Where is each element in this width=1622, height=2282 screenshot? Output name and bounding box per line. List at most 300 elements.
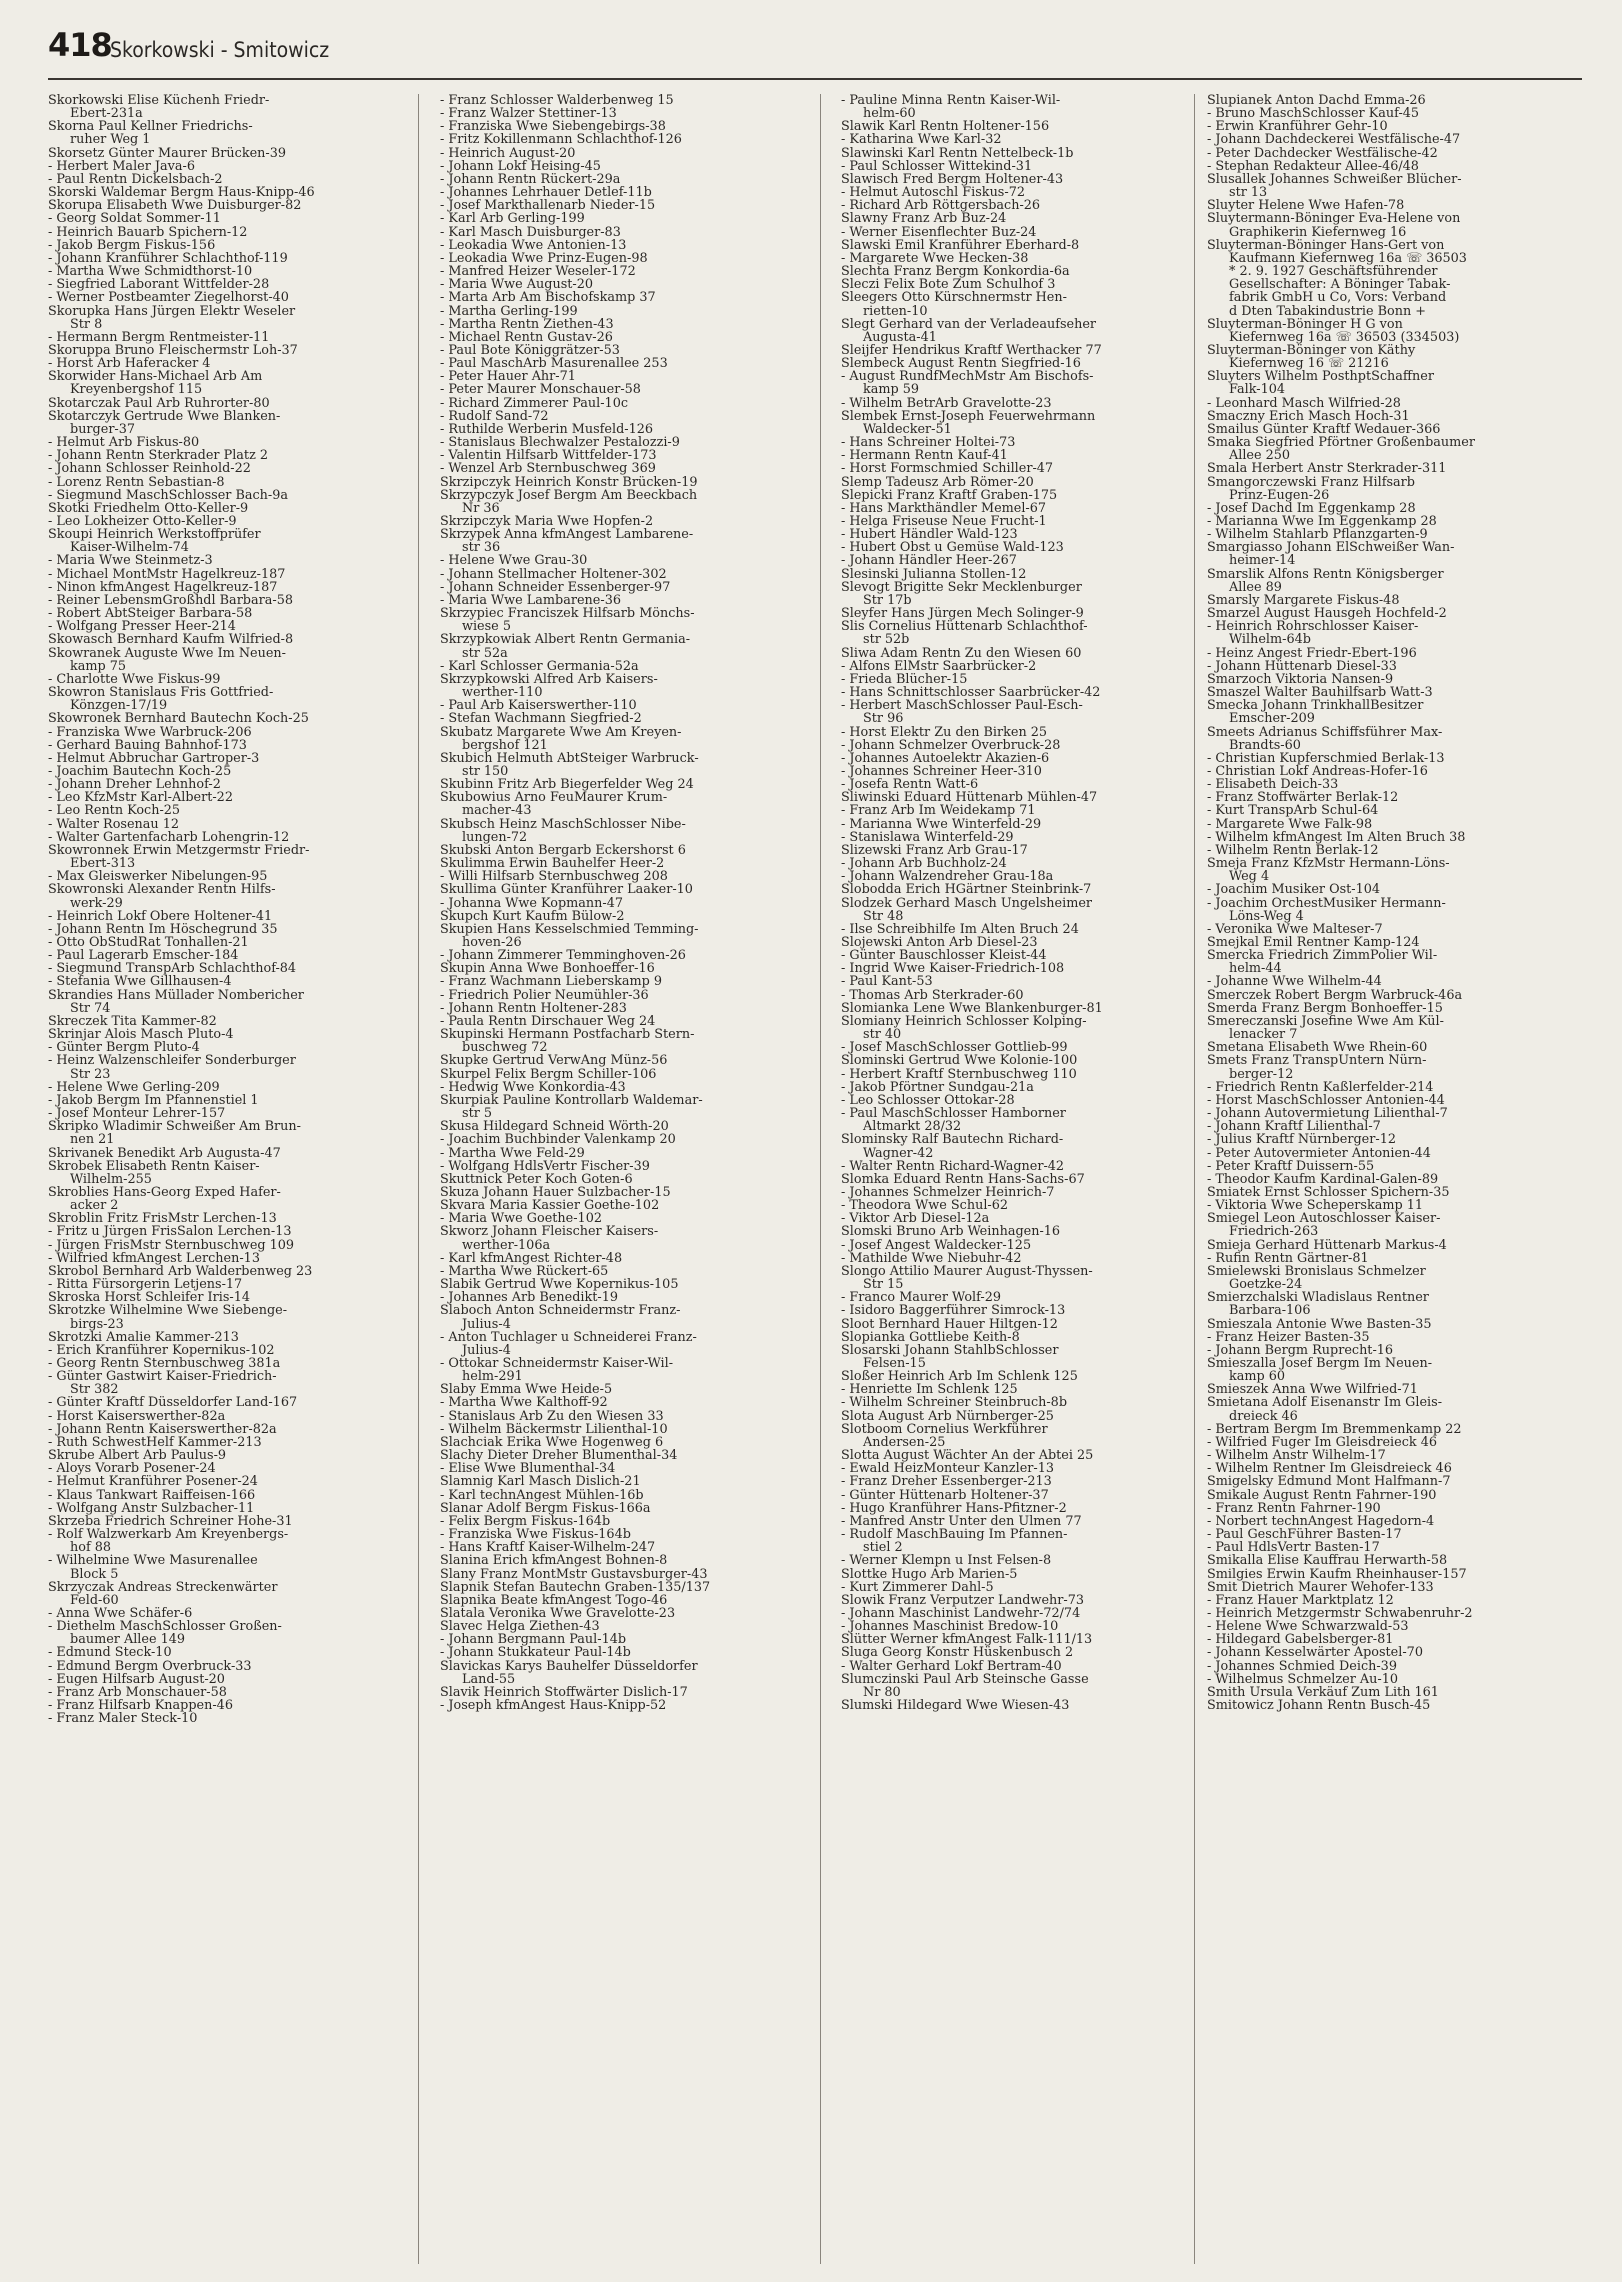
directory-entry: - Wilhelmine Wwe Masurenallee Block 5 bbox=[48, 1553, 258, 1582]
directory-entry: - Norbert technAngest Hagedorn-4 bbox=[1207, 1513, 1435, 1529]
directory-entry: Sloot Bernhard Hauer Hiltgen-12 bbox=[841, 1316, 1058, 1332]
directory-entry: - Rudolf Sand-72 bbox=[440, 408, 549, 424]
directory-entry: Slomski Bruno Arb Weinhagen-16 bbox=[841, 1224, 1061, 1240]
directory-entry: - Viktor Arb Diesel-12a bbox=[841, 1211, 990, 1227]
directory-entry: Smigelsky Edmund Mont Halfmann-7 bbox=[1207, 1474, 1451, 1490]
directory-entry: - Wilhelm kfmAngest Im Alten Bruch 38 bbox=[1207, 829, 1466, 845]
directory-entry: Smietana Adolf Eisenanstr Im Gleis- dreieck 46 bbox=[1207, 1395, 1443, 1424]
directory-entry: - Jakob Bergm Fiskus-156 bbox=[48, 237, 216, 253]
directory-entry: Sleijfer Hendrikus Kraftf Werthacker 77 bbox=[841, 342, 1102, 358]
directory-entry: - Friedrich Rentn Kaßlerfelder-214 bbox=[1207, 1079, 1434, 1095]
directory-entry: - Johann Autovermietung Lilienthal-7 bbox=[1207, 1106, 1448, 1122]
directory-entry: - Joachim OrchestMusiker Hermann- Löns-Weg 4 bbox=[1207, 895, 1446, 924]
directory-entry: - Martha Rentn Ziethen-43 bbox=[440, 316, 614, 332]
directory-entry: - Heinz Angest Friedr-Ebert-196 bbox=[1207, 645, 1417, 661]
directory-entry: - Helmut Arb Fiskus-80 bbox=[48, 435, 200, 451]
directory-entry: Skorsetz Günter Maurer Brücken-39 bbox=[48, 145, 286, 161]
directory-entry: Skowron Stanislaus Fris Gottfried- Könzgen-17/19 bbox=[48, 685, 274, 714]
directory-entry: Skrzipczyk Maria Wwe Hopfen-2 bbox=[440, 514, 654, 529]
directory-entry: Smala Herbert Anstr Sterkrader-311 bbox=[1207, 461, 1447, 477]
directory-entry: Skroblies Hans-Georg Exped Hafer- acker 2 bbox=[48, 1184, 281, 1214]
directory-entry: - Ritta Fürsorgerin Letjens-17 bbox=[48, 1277, 243, 1293]
directory-entry: - Johann Stellmacher Holtener-302 bbox=[440, 566, 667, 582]
directory-entry: Skrzeba Friedrich Schreiner Hohe-31 bbox=[48, 1513, 293, 1529]
directory-entry: - Martha Wwe Schmidthorst-10 bbox=[48, 264, 253, 280]
directory-entry: Smitowicz Johann Rentn Busch-45 bbox=[1207, 1698, 1431, 1714]
directory-entry: - Kurt TranspArb Schul-64 bbox=[1207, 803, 1379, 819]
directory-entry: - Alfons ElMstr Saarbrücker-2 bbox=[841, 658, 1037, 674]
directory-entry: - Frieda Blücher-15 bbox=[841, 671, 968, 687]
directory-entry: Skrzyczak Andreas Streckenwärter Feld-60 bbox=[48, 1579, 278, 1608]
directory-entry: - Otto ObStudRat Tonhallen-21 bbox=[48, 935, 249, 950]
directory-entry: Skupin Anna Wwe Bonhoeffer-16 bbox=[440, 961, 655, 977]
directory-entry: - Leo Lokheizer Otto-Keller-9 bbox=[48, 514, 237, 529]
directory-entry: Smetana Elisabeth Wwe Rhein-60 bbox=[1207, 1040, 1428, 1056]
directory-entry: Slaby Emma Wwe Heide-5 bbox=[440, 1382, 613, 1398]
directory-entry: - Christian Kupferschmied Berlak-13 bbox=[1207, 750, 1445, 766]
directory-entry: - Paul Schlosser Wittekind-31 bbox=[841, 158, 1033, 174]
directory-entry: Skroska Horst Schleifer Iris-14 bbox=[48, 1290, 250, 1306]
directory-entry: - Robert AbtSteiger Barbara-58 bbox=[48, 606, 253, 622]
directory-entry: - Walter Rentn Richard-Wagner-42 bbox=[841, 1158, 1065, 1174]
directory-entry: - Wolfgang Anstr Sulzbacher-11 bbox=[48, 1500, 255, 1516]
directory-entry: - Johann Dachdeckerei Westfälische-47 bbox=[1207, 132, 1461, 148]
directory-entry: - Johann Dreher Lehnhof-2 bbox=[48, 777, 221, 793]
directory-entry: Skubski Anton Bergarb Eckershorst 6 bbox=[440, 842, 686, 858]
directory-entry: - Wilhelm Schreiner Steinbruch-8b bbox=[841, 1395, 1068, 1411]
directory-entry: Skorupka Hans Jürgen Elektr Weseler Str 8 bbox=[48, 303, 296, 332]
directory-entry: Skrotzke Wilhelmine Wwe Siebenge- birgs-23 bbox=[48, 1303, 288, 1332]
directory-entry: Slomianka Lene Wwe Blankenburger-81 bbox=[841, 1000, 1103, 1016]
column-4 bbox=[1207, 94, 1583, 2264]
directory-entry: Skorski Waldemar Bergm Haus-Knipp-46 bbox=[48, 185, 315, 201]
directory-entry: Slowik Franz Verputzer Landwehr-73 bbox=[841, 1592, 1084, 1608]
directory-entry: Smejkal Emil Rentner Kamp-124 bbox=[1207, 935, 1420, 950]
directory-entry: - Wilhelm Bäckermstr Lilienthal-10 bbox=[440, 1421, 668, 1437]
directory-entry: - Johannes Schmelzer Heinrich-7 bbox=[841, 1184, 1055, 1200]
directory-entry: Skorwider Hans-Michael Arb Am Kreyenbergshof 115 bbox=[48, 369, 263, 398]
directory-entry: Smieszalla Josef Bergm Im Neuen- kamp 60 bbox=[1207, 1356, 1433, 1385]
directory-entry: - Fritz Kokillenmann Schlachthof-126 bbox=[440, 132, 682, 148]
directory-entry: - Peter Autovermieter Antonien-44 bbox=[1207, 1145, 1431, 1161]
directory-entry: - Pauline Minna Rentn Kaiser-Wil- helm-60 bbox=[841, 94, 1061, 122]
directory-entry: - Josef Markthallenarb Nieder-15 bbox=[440, 198, 656, 214]
directory-entry: Smieja Gerhard Hüttenarb Markus-4 bbox=[1207, 1237, 1447, 1253]
directory-entry: Smangorczewski Franz Hilfsarb Prinz-Eugen-26 bbox=[1207, 474, 1415, 503]
directory-entry: Skworz Johann Fleischer Kaisers- werther-106a bbox=[440, 1224, 659, 1253]
directory-entry: - Joachim Buchbinder Valenkamp 20 bbox=[440, 1132, 676, 1148]
directory-entry: - Peter Kraftf Duissern-55 bbox=[1207, 1158, 1375, 1174]
directory-entry: - Ewald HeizMonteur Kanzler-13 bbox=[841, 1461, 1054, 1477]
directory-entry: - Johannes Autoelektr Akazien-6 bbox=[841, 750, 1050, 766]
directory-entry: - Paul Rentn Dickelsbach-2 bbox=[48, 171, 223, 187]
directory-entry: Slechta Franz Bergm Konkordia-6a bbox=[841, 264, 1070, 280]
directory-entry: - Johann Händler Heer-267 bbox=[841, 553, 1017, 569]
directory-entry: Slavik Heinrich Stoffwärter Dislich-17 bbox=[440, 1684, 688, 1700]
directory-entry: - Maria Wwe August-20 bbox=[440, 277, 594, 293]
directory-entry: - Franziska Wwe Warbruck-206 bbox=[48, 724, 252, 740]
directory-entry: - Johann Rentn Holtener-283 bbox=[440, 1000, 627, 1016]
directory-entry: - Johann Stukkateur Paul-14b bbox=[440, 1645, 631, 1661]
directory-entry: - Johann Walzendreher Grau-18a bbox=[841, 869, 1054, 885]
directory-entry: Skupke Gertrud VerwAng Münz-56 bbox=[440, 1053, 668, 1069]
directory-entry: Sluga Georg Konstr Hüskenbusch 2 bbox=[841, 1645, 1074, 1661]
directory-entry: Sliwinski Eduard Hüttenarb Mühlen-47 bbox=[841, 790, 1098, 806]
directory-entry: - Viktoria Wwe Scheperskamp 11 bbox=[1207, 1198, 1424, 1214]
directory-entry: - Marta Arb Am Bischofskamp 37 bbox=[440, 290, 656, 306]
directory-entry: Skowronek Bernhard Bautechn Koch-25 bbox=[48, 711, 309, 727]
directory-entry: - Heinrich August-20 bbox=[440, 145, 576, 161]
directory-entry: Sluyterman-Böninger von Käthy Kiefernweg 16 ☏ 21216 bbox=[1207, 342, 1416, 372]
directory-entry: Smieszek Anna Wwe Wilfried-71 bbox=[1207, 1382, 1418, 1398]
directory-entry: - Michael Rentn Gustav-26 bbox=[440, 329, 613, 345]
directory-entry: - Rudolf MaschBauing Im Pfannen- stiel 2 bbox=[841, 1527, 1068, 1556]
directory-entry: - Martha Gerling-199 bbox=[440, 303, 578, 319]
directory-entry: - Paul HdlsVertr Basten-17 bbox=[1207, 1540, 1380, 1556]
directory-entry: Smargiasso Johann ElSchweißer Wan- heimer-14 bbox=[1207, 540, 1455, 569]
directory-entry: - Helmut Abbruchar Gartroper-3 bbox=[48, 750, 260, 766]
directory-entry: Sliwa Adam Rentn Zu den Wiesen 60 bbox=[841, 645, 1082, 661]
directory-entry: - Marianna Wwe Winterfeld-29 bbox=[841, 816, 1042, 832]
directory-entry: - Leo Rentn Koch-25 bbox=[48, 803, 181, 819]
directory-entry: - Bertram Bergm Im Bremmenkamp 22 bbox=[1207, 1421, 1462, 1437]
directory-entry: - Hildegard Gabelsberger-81 bbox=[1207, 1632, 1394, 1648]
directory-entry: - Franz Stoffwärter Berlak-12 bbox=[1207, 790, 1399, 806]
directory-entry: - Joachim Bautechn Koch-25 bbox=[48, 763, 232, 779]
directory-entry: - Josef Dachd Im Eggenkamp 28 bbox=[1207, 500, 1416, 516]
directory-entry: Smielewski Bronislaus Schmelzer Goetzke-24 bbox=[1207, 1263, 1426, 1293]
directory-entry: Smarslik Alfons Rentn Königsberger Allee 89 bbox=[1207, 566, 1444, 595]
directory-entry: - Helene Wwe Schwarzwald-53 bbox=[1207, 1619, 1409, 1635]
directory-entry: Skowronski Alexander Rentn Hilfs- werk-29 bbox=[48, 882, 276, 911]
directory-entry: Slanina Erich kfmAngest Bohnen-8 bbox=[440, 1553, 668, 1569]
directory-entry: Skrobol Bernhard Arb Walderbenweg 23 bbox=[48, 1263, 313, 1279]
directory-entry: Skvara Maria Kassier Goethe-102 bbox=[440, 1198, 660, 1214]
directory-entry: Smikalla Elise Kauffrau Herwarth-58 bbox=[1207, 1553, 1448, 1569]
directory-entry: - Thomas Arb Sterkrader-60 bbox=[841, 987, 1024, 1003]
directory-entry: - Jürgen FrisMstr Sternbuschweg 109 bbox=[48, 1237, 295, 1253]
directory-entry: Smerczek Robert Bergm Warbruck-46a bbox=[1207, 987, 1463, 1003]
directory-entry: - Leonhard Masch Wilfried-28 bbox=[1207, 395, 1401, 411]
directory-entry: - Henriette Im Schlenk 125 bbox=[841, 1382, 1018, 1398]
directory-entry: - Elisabeth Deich-33 bbox=[1207, 777, 1339, 793]
directory-entry: - Siegmund TranspArb Schlachthof-84 bbox=[48, 961, 297, 977]
directory-entry: Smit Dietrich Maurer Wehofer-133 bbox=[1207, 1579, 1434, 1595]
directory-entry: Smeets Adrianus Schiffsführer Max- Brandts-60 bbox=[1207, 724, 1443, 753]
directory-entry: - Karl Schlosser Germania-52a bbox=[440, 658, 639, 674]
directory-entry: - Herbert Kraftf Sternbuschweg 110 bbox=[841, 1066, 1077, 1082]
directory-entry: Slumczinski Paul Arb Steinsche Gasse Nr 80 bbox=[841, 1671, 1089, 1700]
directory-entry: Slembek Ernst-Joseph Feuerwehrmann Waldecker-51 bbox=[841, 408, 1096, 437]
directory-entry: - Helene Wwe Grau-30 bbox=[440, 553, 588, 569]
directory-entry: - Johannes Maschinist Bredow-10 bbox=[841, 1619, 1059, 1635]
directory-entry: Slominsky Ralf Bautechn Richard- Wagner-42 bbox=[841, 1132, 1064, 1161]
directory-entry: Skoupi Heinrich Werkstoffprüfer Kaiser-Wilhelm-74 bbox=[48, 527, 261, 556]
directory-entry: - Veronika Wwe Malteser-7 bbox=[1207, 921, 1383, 937]
directory-entry: Skrzipczyk Heinrich Konstr Brücken-19 bbox=[440, 474, 698, 490]
directory-entry: Slatala Veronika Wwe Gravelotte-23 bbox=[440, 1605, 676, 1621]
directory-entry: Slanar Adolf Bergm Fiskus-166a bbox=[440, 1500, 651, 1516]
directory-entry: Slawny Franz Arb Buz-24 bbox=[841, 211, 1007, 227]
directory-entry: - Leokadia Wwe Antonien-13 bbox=[440, 237, 627, 253]
directory-entry: - Johann Bergm Ruprecht-16 bbox=[1207, 1342, 1394, 1358]
directory-entry: Slütter Werner kfmAngest Falk-111/13 bbox=[841, 1632, 1093, 1648]
directory-entry: - Johannes Schmied Deich-39 bbox=[1207, 1658, 1397, 1674]
directory-entry: - Elise Wwe Blumenthal-34 bbox=[440, 1461, 616, 1477]
directory-entry: - Franziska Wwe Fiskus-164b bbox=[440, 1527, 631, 1543]
directory-entry: - Franz Heizer Basten-35 bbox=[1207, 1329, 1370, 1345]
directory-entry: - Paul Bote Königgrätzer-53 bbox=[440, 342, 620, 358]
directory-entry: - Martha Wwe Rückert-65 bbox=[440, 1263, 609, 1279]
directory-entry: - Johannes Lehrhauer Detlef-11b bbox=[440, 185, 652, 201]
directory-entry: - Stephan Redakteur Allee-46/48 bbox=[1207, 158, 1419, 174]
directory-entry: Skubatz Margarete Wwe Am Kreyen- bergshof 121 bbox=[440, 724, 682, 753]
directory-entry: Slomka Eduard Rentn Hans-Sachs-67 bbox=[841, 1171, 1085, 1187]
directory-entry: - Heinrich Metzgermstr Schwabenruhr-2 bbox=[1207, 1605, 1473, 1621]
directory-entry: - Stefan Wachmann Siegfried-2 bbox=[440, 711, 642, 727]
directory-entry: Slaboch Anton Schneidermstr Franz- Julius-4 bbox=[440, 1303, 681, 1332]
directory-entry: Slavickas Karys Bauhelfer Düsseldorfer Land-55 bbox=[440, 1658, 698, 1687]
directory-entry: Skoruppa Bruno Fleischermstr Loh-37 bbox=[48, 342, 298, 358]
directory-entry: - Margarete Wwe Hecken-38 bbox=[841, 250, 1029, 266]
directory-entry: Slobodda Erich HGärtner Steinbrink-7 bbox=[841, 882, 1092, 898]
directory-entry: - Wilfried Fuger Im Gleisdreieck 46 bbox=[1207, 1434, 1437, 1450]
directory-entry: - Johann Arb Buchholz-24 bbox=[841, 856, 1007, 872]
directory-entry: Skupien Hans Kesselschmied Temming- hoven-26 bbox=[440, 921, 699, 950]
directory-entry: Skorna Paul Kellner Friedrichs- ruher Weg 1 bbox=[48, 119, 253, 148]
directory-entry: - Karl kfmAngest Richter-48 bbox=[440, 1250, 623, 1266]
directory-entry: - Hans Schreiner Holtei-73 bbox=[841, 435, 1016, 451]
directory-entry: - Fritz u Jürgen FrisSalon Lerchen-13 bbox=[48, 1224, 292, 1240]
page-number: 418 bbox=[48, 26, 112, 64]
directory-entry: Skrobek Elisabeth Rentn Kaiser- Wilhelm-255 bbox=[48, 1158, 260, 1187]
directory-entry: - Hubert Händler Wald-123 bbox=[841, 527, 1018, 543]
directory-entry: - Reiner LebensmGroßhdl Barbara-58 bbox=[48, 592, 293, 608]
directory-entry: Smecka Johann TrinkhallBesitzer Emscher-209 bbox=[1207, 698, 1424, 727]
directory-entry: Sleegers Otto Kürschnermstr Hen- rietten-10 bbox=[841, 290, 1067, 319]
directory-entry: - Johann Maschinist Landwehr-72/74 bbox=[841, 1605, 1081, 1621]
directory-entry: Smikale August Rentn Fahrner-190 bbox=[1207, 1487, 1437, 1503]
directory-entry: - Helmut Autoschl Fiskus-72 bbox=[841, 185, 1025, 201]
directory-entry: - Josefa Rentn Watt-6 bbox=[841, 777, 979, 793]
directory-entry: - Wilfried kfmAngest Lerchen-13 bbox=[48, 1250, 260, 1266]
directory-entry: - Richard Arb Röttgersbach-26 bbox=[841, 198, 1041, 214]
directory-entry: Smerda Franz Bergm Bonhoeffer-15 bbox=[1207, 1000, 1443, 1016]
directory-entry: - Günter Kraftf Düsseldorfer Land-167 bbox=[48, 1395, 298, 1411]
directory-entry: - Hans Schnittschlosser Saarbrücker-42 bbox=[841, 685, 1101, 701]
directory-entry: Sloßer Heinrich Arb Im Schlenk 125 bbox=[841, 1369, 1078, 1385]
directory-entry: - Mathilde Wwe Niebuhr-42 bbox=[841, 1250, 1022, 1266]
directory-entry: - Horst Kaiserswerther-82a bbox=[48, 1408, 226, 1424]
directory-entry: Skubowius Arno FeuMaurer Krum- macher-43 bbox=[440, 790, 668, 819]
directory-entry: - Martha Wwe Feld-29 bbox=[440, 1145, 585, 1161]
directory-entry: - Margarete Wwe Falk-98 bbox=[1207, 816, 1373, 832]
directory-entry: - Stanislaus Arb Zu den Wiesen 33 bbox=[440, 1408, 664, 1424]
directory-entry: - Paul GeschFührer Basten-17 bbox=[1207, 1527, 1402, 1543]
directory-entry: - Heinrich Bauarb Spichern-12 bbox=[48, 224, 248, 240]
directory-entry: Skowasch Bernhard Kaufm Wilfried-8 bbox=[48, 632, 294, 648]
directory-entry: - Günter Hüttenarb Holtener-37 bbox=[841, 1487, 1049, 1503]
directory-entry: Sleyfer Hans Jürgen Mech Solinger-9 bbox=[841, 606, 1084, 622]
directory-entry: - Heinrich Lokf Obere Holtener-41 bbox=[48, 908, 273, 924]
directory-entry: - Eugen Hilfsarb August-20 bbox=[48, 1671, 225, 1687]
directory-entry: Slawski Emil Kranführer Eberhard-8 bbox=[841, 237, 1080, 253]
directory-columns bbox=[48, 94, 1588, 2264]
directory-entry: Skubich Helmuth AbtSteiger Warbruck- str 150 bbox=[440, 750, 699, 779]
directory-entry: - Johann Kesselwärter Apostel-70 bbox=[1207, 1645, 1423, 1661]
directory-entry: - Siegfried Laborant Wittfelder-28 bbox=[48, 277, 270, 293]
directory-entry: Skotarczak Paul Arb Ruhrorter-80 bbox=[48, 395, 270, 411]
directory-entry: - Helene Wwe Gerling-209 bbox=[48, 1079, 220, 1095]
directory-entry: Smarsly Margarete Fiskus-48 bbox=[1207, 592, 1400, 608]
directory-entry: - Georg Soldat Sommer-11 bbox=[48, 211, 221, 227]
directory-entry: - Wenzel Arb Sternbuschweg 369 bbox=[440, 461, 656, 477]
directory-entry: - Anton Tuchlager u Schneiderei Franz- Julius-4 bbox=[440, 1329, 697, 1358]
directory-entry: Skrotzki Amalie Kammer-213 bbox=[48, 1329, 239, 1345]
directory-entry: - Franz Arb Im Weidekamp 71 bbox=[841, 803, 1036, 819]
directory-entry: - Karl Masch Duisburger-83 bbox=[440, 224, 621, 240]
directory-entry: - Johanna Wwe Kopmann-47 bbox=[440, 895, 623, 911]
directory-entry: - Hugo Kranführer Hans-Pfitzner-2 bbox=[841, 1500, 1067, 1516]
directory-entry: Sluyterman-Böninger Hans-Gert von Kaufmann Kiefernweg 16a ☏ 36503 * 2. 9. 1927 Geschäftsführender Gesellschafter: A Böninger Tabak- fabrik GmbH u Co, Vors: Verband d Dten Tabakindustrie Bonn + bbox=[1207, 237, 1467, 319]
directory-entry: Slis Cornelius Hüttenarb Schlachthof- str 52b bbox=[841, 619, 1088, 648]
column-1 bbox=[48, 94, 398, 2264]
directory-entry: - Paul Arb Kaiserswerther-110 bbox=[440, 698, 637, 714]
directory-entry: - Georg Rentn Sternbuschweg 381a bbox=[48, 1356, 281, 1371]
directory-entry: - Walter Gerhard Lokf Bertram-40 bbox=[841, 1658, 1062, 1674]
directory-entry: - Peter Dachdecker Westfälische-42 bbox=[1207, 145, 1438, 161]
directory-entry: - Wolfgang Presser Heer-214 bbox=[48, 619, 236, 635]
directory-entry: Smiegel Leon Autoschlosser Kaiser- Friedrich-263 bbox=[1207, 1211, 1441, 1240]
directory-entry: Slapnik Stefan Bautechn Graben-135/137 bbox=[440, 1579, 711, 1595]
directory-entry: Smaka Siegfried Pförtner Großenbaumer Allee 250 bbox=[1207, 435, 1475, 464]
directory-entry: - Franz Hilfsarb Knappen-46 bbox=[48, 1698, 233, 1714]
directory-entry: Slizewski Franz Arb Grau-17 bbox=[841, 842, 1028, 858]
directory-entry: Slavec Helga Ziethen-43 bbox=[440, 1619, 600, 1635]
directory-entry: Slepicki Franz Kraftf Graben-175 bbox=[841, 487, 1058, 503]
directory-entry: - Franz Walzer Stettiner-13 bbox=[440, 106, 617, 122]
directory-entry: Smilgies Erwin Kaufm Rheinhauser-157 bbox=[1207, 1566, 1467, 1582]
directory-entry: Slotta August Wächter An der Abtei 25 bbox=[841, 1448, 1094, 1464]
directory-entry: - Wilhelm Rentner Im Gleisdreieck 46 bbox=[1207, 1461, 1452, 1477]
directory-entry: - Paul MaschSchlosser Hamborner Altmarkt 28/32 bbox=[841, 1106, 1066, 1135]
directory-entry: - Michael MontMstr Hagelkreuz-187 bbox=[48, 566, 286, 582]
directory-entry: - Horst Formschmied Schiller-47 bbox=[841, 461, 1054, 477]
directory-entry: - Richard Zimmerer Paul-10c bbox=[440, 395, 629, 411]
directory-entry: Skripko Wladimir Schweißer Am Brun- nen 21 bbox=[48, 1119, 301, 1148]
directory-entry: - Stanislaus Blechwalzer Pestalozzi-9 bbox=[440, 435, 680, 451]
directory-entry: Skurpiak Pauline Kontrollarb Waldemar- str 5 bbox=[440, 1092, 703, 1122]
directory-entry: - Werner Klempn u Inst Felsen-8 bbox=[841, 1553, 1052, 1569]
directory-entry: - Julius Kraftf Nürnberger-12 bbox=[1207, 1132, 1396, 1148]
directory-entry: - Valentin Hilfsarb Wittfelder-173 bbox=[440, 448, 657, 464]
directory-entry: - Hans Kraftf Kaiser-Wilhelm-247 bbox=[440, 1540, 656, 1556]
directory-entry: - Max Gleiswerker Nibelungen-95 bbox=[48, 869, 268, 885]
directory-entry: Skrzypkowiak Albert Rentn Germania- str 52a bbox=[440, 632, 691, 661]
directory-entry: - Christian Lokf Andreas-Hofer-16 bbox=[1207, 763, 1428, 779]
directory-entry: - Maria Wwe Goethe-102 bbox=[440, 1211, 602, 1227]
directory-entry: - Charlotte Wwe Fiskus-99 bbox=[48, 671, 221, 687]
directory-entry: - Paul Kant-53 bbox=[841, 974, 933, 990]
directory-entry: Sluyters Wilhelm PosthptSchaffner Falk-104 bbox=[1207, 369, 1434, 398]
directory-entry: Skotarczyk Gertrude Wwe Blanken- burger-37 bbox=[48, 408, 281, 437]
directory-entry: Skrzypek Anna kfmAngest Lambarene- str 36 bbox=[440, 527, 694, 556]
directory-entry: - Hans Markthändler Memel-67 bbox=[841, 500, 1047, 516]
directory-entry: Skuza Johann Hauer Sulzbacher-15 bbox=[440, 1184, 671, 1200]
directory-entry: - Johann Lokf Heising-45 bbox=[440, 158, 601, 174]
directory-entry: Slachciak Erika Wwe Hogenweg 6 bbox=[440, 1434, 664, 1450]
directory-entry: - Wolfgang HdlsVertr Fischer-39 bbox=[440, 1158, 650, 1174]
directory-entry: Slesinski Julianna Stollen-12 bbox=[841, 566, 1027, 582]
directory-entry: Smarzel August Hausgeh Hochfeld-2 bbox=[1207, 606, 1447, 622]
directory-entry: - Günter Gastwirt Kaiser-Friedrich- Str 382 bbox=[48, 1369, 277, 1398]
directory-entry: - Günter Bergm Pluto-4 bbox=[48, 1040, 200, 1056]
directory-entry: - Herbert MaschSchlosser Paul-Esch- Str 96 bbox=[841, 698, 1083, 727]
directory-entry: - Ottokar Schneidermstr Kaiser-Wil- helm-291 bbox=[440, 1356, 674, 1385]
directory-entry: Slawinski Karl Rentn Nettelbeck-1b bbox=[841, 145, 1074, 161]
directory-entry: - Ilse Schreibhilfe Im Alten Bruch 24 bbox=[841, 921, 1079, 937]
directory-entry: Slembeck August Rentn Siegfried-16 bbox=[841, 356, 1081, 372]
column-divider bbox=[418, 94, 419, 2264]
directory-entry: - Felix Bergm Fiskus-164b bbox=[440, 1513, 611, 1529]
directory-entry: - Johann Rentn Im Höschegrund 35 bbox=[48, 921, 278, 937]
directory-entry: - Klaus Tankwart Raiffeisen-166 bbox=[48, 1487, 256, 1503]
directory-entry: - Josef Angest Waldecker-125 bbox=[841, 1237, 1032, 1253]
directory-entry: Smercka Friedrich ZimmPolier Wil- helm-44 bbox=[1207, 948, 1438, 977]
directory-entry: Slosarski Johann StahlbSchlosser Felsen-15 bbox=[841, 1342, 1059, 1371]
directory-entry: - Walter Rosenau 12 bbox=[48, 816, 179, 832]
directory-entry: - Franz Maler Steck-10 bbox=[48, 1711, 198, 1727]
directory-entry: - Hermann Bergm Rentmeister-11 bbox=[48, 329, 270, 345]
directory-entry: - Edmund Bergm Overbruck-33 bbox=[48, 1658, 252, 1674]
directory-entry: - Wilhelm BetrArb Gravelotte-23 bbox=[841, 395, 1052, 411]
directory-entry: - Leo Schlosser Ottokar-28 bbox=[841, 1092, 1015, 1108]
directory-entry: - Friedrich Polier Neumühler-36 bbox=[440, 987, 649, 1003]
directory-entry: - Werner Postbeamter Ziegelhorst-40 bbox=[48, 290, 289, 306]
directory-entry: - Ruth SchwestHelf Kammer-213 bbox=[48, 1434, 262, 1450]
directory-entry: - Ninon kfmAngest Hagelkreuz-187 bbox=[48, 579, 278, 595]
directory-entry: - Werner Eisenflechter Buz-24 bbox=[841, 224, 1037, 240]
directory-entry: - Paul Lagerarb Emscher-184 bbox=[48, 948, 239, 964]
directory-entry: - Paul MaschArb Masurenallee 253 bbox=[440, 356, 668, 372]
directory-entry: Skorupa Elisabeth Wwe Duisburger-82 bbox=[48, 198, 302, 214]
directory-entry: - Wilhelm Anstr Wilhelm-17 bbox=[1207, 1448, 1386, 1464]
directory-entry: Slawisch Fred Bergm Holtener-43 bbox=[841, 171, 1064, 187]
directory-entry: - Paula Rentn Dirschauer Weg 24 bbox=[440, 1013, 656, 1029]
directory-entry: Smieszala Antonie Wwe Basten-35 bbox=[1207, 1316, 1432, 1332]
directory-entry: - Rufin Rentn Gärtner-81 bbox=[1207, 1250, 1369, 1266]
directory-entry: Slapnika Beate kfmAngest Togo-46 bbox=[440, 1592, 668, 1608]
directory-entry: Smets Franz TranspUntern Nürn- berger-12 bbox=[1207, 1053, 1427, 1082]
directory-entry: Skubinn Fritz Arb Biegerfelder Weg 24 bbox=[440, 777, 694, 793]
directory-entry: - Franz Arb Monschauer-58 bbox=[48, 1684, 227, 1700]
directory-entry: - Karl Arb Gerling-199 bbox=[440, 211, 585, 227]
directory-entry: - Johann Schlosser Reinhold-22 bbox=[48, 461, 251, 477]
directory-entry: - Stanislawa Winterfeld-29 bbox=[841, 829, 1014, 845]
directory-entry: - Stefania Wwe Gillhausen-4 bbox=[48, 974, 232, 990]
directory-entry: - Johann Zimmerer Temminghoven-26 bbox=[440, 948, 686, 964]
directory-entry: - August RundfMechMstr Am Bischofs- kamp 59 bbox=[841, 369, 1094, 398]
directory-entry: - Herbert Maler Java-6 bbox=[48, 158, 196, 174]
directory-entry: - Johann Kranführer Schlachthof-119 bbox=[48, 250, 288, 266]
directory-entry: - Franz Wachmann Lieberskamp 9 bbox=[440, 974, 662, 990]
directory-entry: - Bruno MaschSchlosser Kauf-45 bbox=[1207, 106, 1420, 122]
directory-entry: - Johann Hüttenarb Diesel-33 bbox=[1207, 658, 1397, 674]
directory-entry: Smereczanski Josefine Wwe Am Kül- lenacker 7 bbox=[1207, 1013, 1444, 1043]
directory-entry: - Josef Monteur Lehrer-157 bbox=[48, 1106, 226, 1122]
directory-entry: Slabik Gertrud Wwe Kopernikus-105 bbox=[440, 1277, 679, 1293]
column-divider bbox=[820, 94, 821, 2264]
